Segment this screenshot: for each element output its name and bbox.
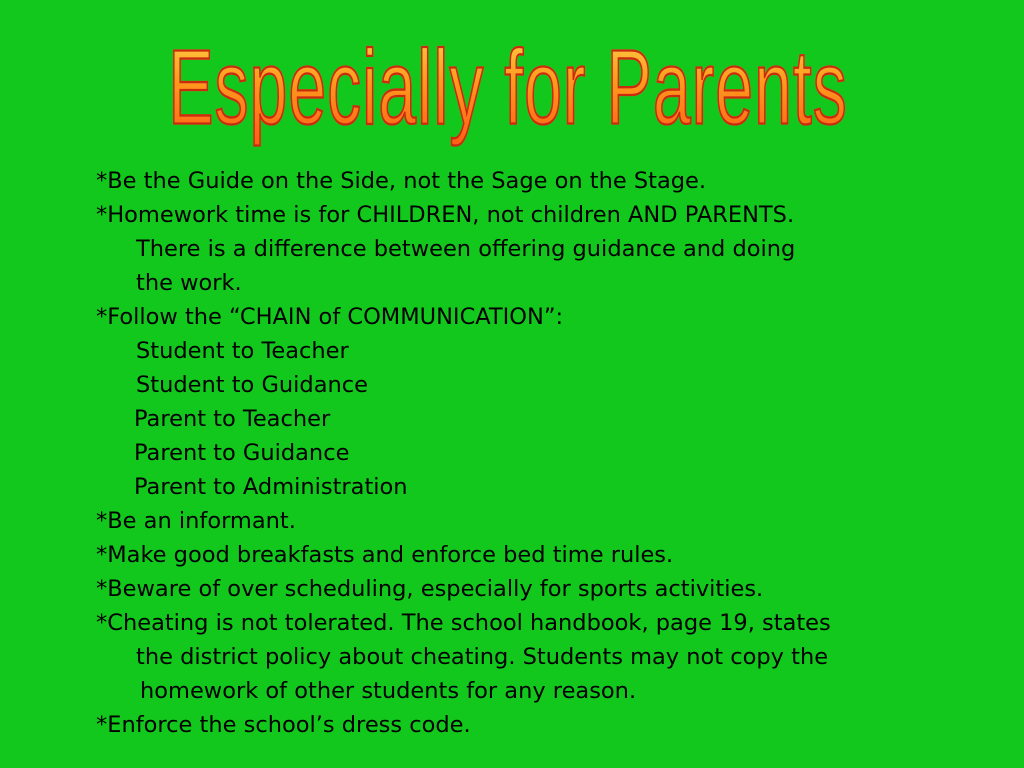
chain-item: Student to Teacher [136,338,349,364]
bullet-guide-on-side: *Be the Guide on the Side, not the Sage on the Stage. [96,168,707,194]
bullet-informant: *Be an informant. [96,508,296,534]
title-area [0,26,1024,176]
bullet-homework-time: *Homework time is for CHILDREN, not children AND PARENTS. [96,202,795,228]
bullet-chain-of-communication: *Follow the “CHAIN of COMMUNICATION”: [96,304,564,330]
chain-item: Student to Guidance [136,372,368,398]
bullet-breakfasts: *Make good breakfasts and enforce bed time rules. [96,542,674,568]
bullet-over-scheduling: *Beware of over scheduling, especially for sports activities. [96,576,764,602]
chain-item: Parent to Teacher [134,406,331,432]
chain-item: Parent to Guidance [134,440,350,466]
bullet-cheating-continuation: homework of other students for any reason. [140,678,637,704]
bullet-homework-continuation: There is a difference between offering guidance and doing [136,236,796,262]
slide-title: Especially for Parents [168,26,848,150]
chain-item: Parent to Administration [134,474,408,500]
bullet-homework-continuation: the work. [136,270,242,296]
bullet-cheating-continuation: the district policy about cheating. Students may not copy the [136,644,829,670]
bullet-cheating: *Cheating is not tolerated. The school handbook, page 19, states [96,610,831,636]
bullet-dress-code: *Enforce the school’s dress code. [96,712,471,738]
slide-body [96,164,976,742]
